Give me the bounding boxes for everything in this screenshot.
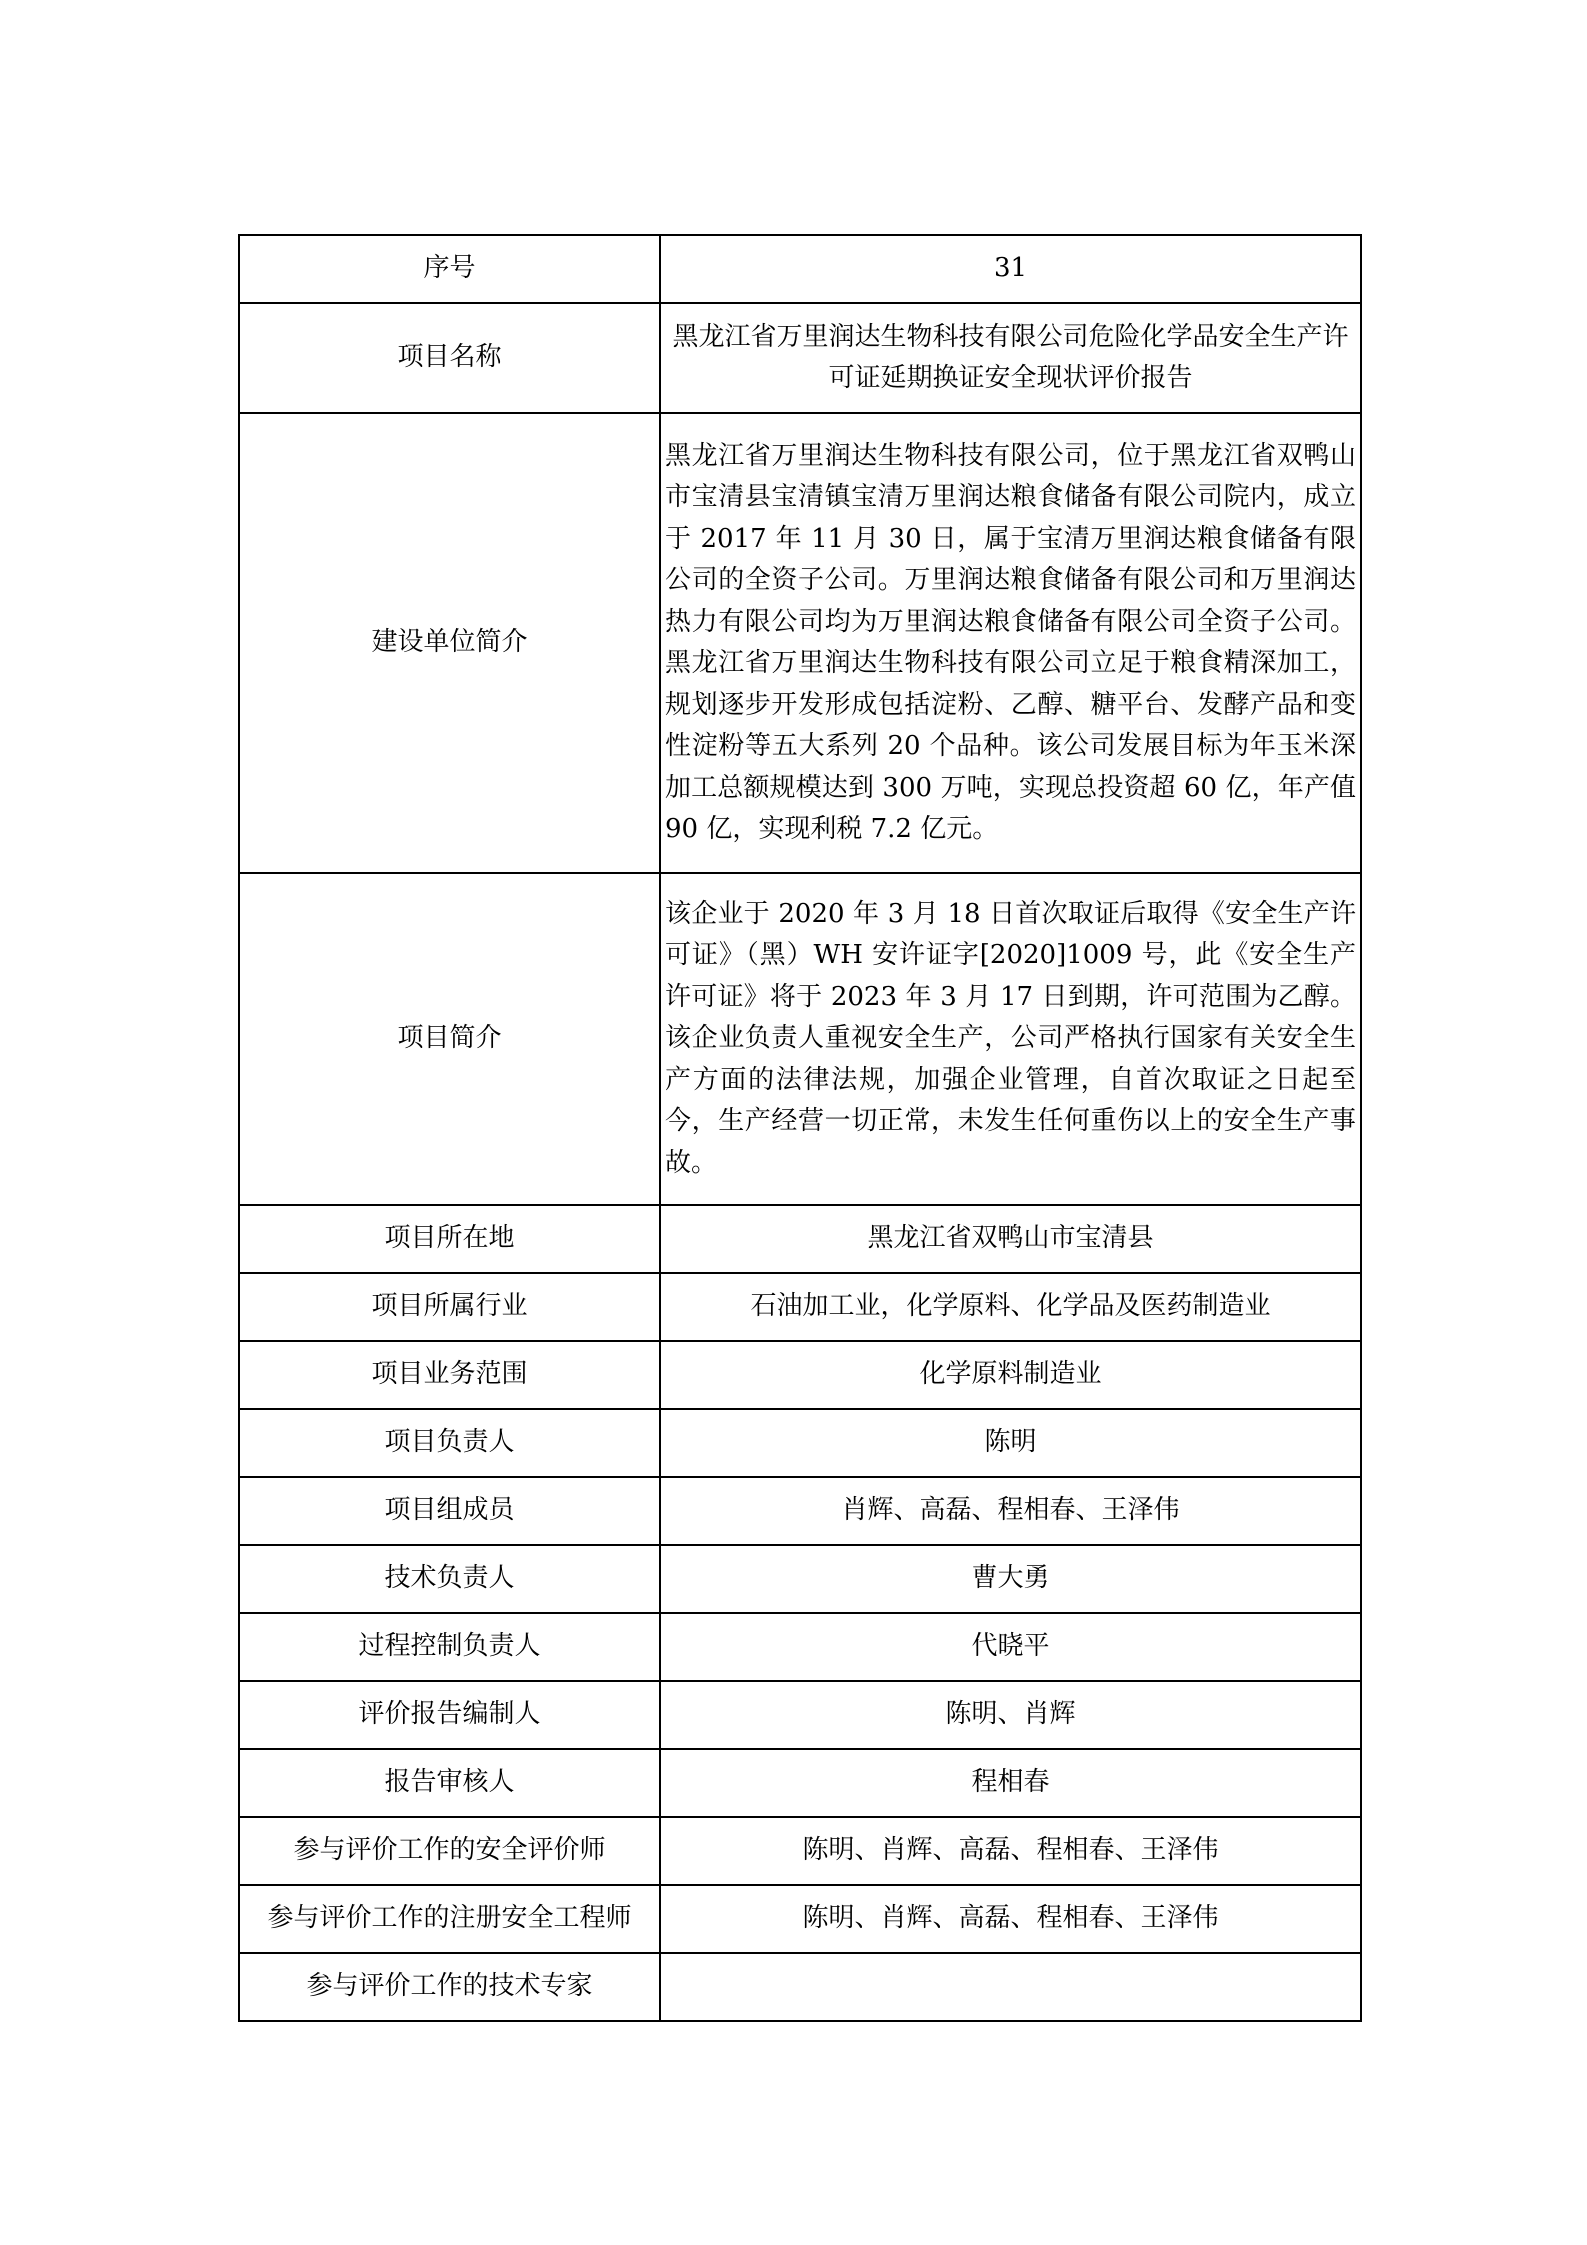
technical-leader-value: 曹大勇 xyxy=(660,1545,1361,1613)
project-name-value: 黑龙江省万里润达生物科技有限公司危险化学品安全生产许可证延期换证安全现状评价报告 xyxy=(660,303,1361,413)
table-row-process-control-leader xyxy=(239,1613,1361,1681)
technical-leader-label: 技术负责人 xyxy=(239,1545,660,1613)
table-row-serial-number xyxy=(239,235,1361,303)
table-row-report-author xyxy=(239,1681,1361,1749)
table-row-safety-assessors xyxy=(239,1817,1361,1885)
project-intro-value: 该企业于 2020 年 3 月 18 日首次取证后取得《安全生产许可证》（黑）WH 安许证字[2020]1009 号，此《安全生产许可证》将于 2023 年 3 月 17 日到期，许可范围为乙醇。该企业负责人重视安全生产，公司严格执行国家有关安全生产方面的法律法规，加强企业管理，自首次取证之日起至今，生产经营一切正常，未发生任何重伤以上的安全生产事故。 xyxy=(660,873,1361,1205)
table-row-organization-intro xyxy=(239,413,1361,873)
process-control-leader-value: 代晓平 xyxy=(660,1613,1361,1681)
table-row-technical-experts xyxy=(239,1953,1361,2021)
report-author-value: 陈明、肖辉 xyxy=(660,1681,1361,1749)
registered-engineers-value: 陈明、肖辉、高磊、程相春、王泽伟 xyxy=(660,1885,1361,1953)
serial-number-label: 序号 xyxy=(239,235,660,303)
project-leader-label: 项目负责人 xyxy=(239,1409,660,1477)
team-members-label: 项目组成员 xyxy=(239,1477,660,1545)
table-row-registered-engineers xyxy=(239,1885,1361,1953)
serial-number-value: 31 xyxy=(660,235,1361,303)
team-members-value: 肖辉、高磊、程相春、王泽伟 xyxy=(660,1477,1361,1545)
business-scope-value: 化学原料制造业 xyxy=(660,1341,1361,1409)
project-location-value: 黑龙江省双鸭山市宝清县 xyxy=(660,1205,1361,1273)
report-author-label: 评价报告编制人 xyxy=(239,1681,660,1749)
project-name-label: 项目名称 xyxy=(239,303,660,413)
table-row-team-members xyxy=(239,1477,1361,1545)
project-industry-value: 石油加工业，化学原料、化学品及医药制造业 xyxy=(660,1273,1361,1341)
project-industry-label: 项目所属行业 xyxy=(239,1273,660,1341)
business-scope-label: 项目业务范围 xyxy=(239,1341,660,1409)
table-row-business-scope xyxy=(239,1341,1361,1409)
table-row-report-reviewer xyxy=(239,1749,1361,1817)
table-row-project-name xyxy=(239,303,1361,413)
table-row-project-industry xyxy=(239,1273,1361,1341)
report-reviewer-value: 程相春 xyxy=(660,1749,1361,1817)
table-row-project-leader xyxy=(239,1409,1361,1477)
project-info-table xyxy=(238,234,1362,2022)
project-location-label: 项目所在地 xyxy=(239,1205,660,1273)
project-leader-value: 陈明 xyxy=(660,1409,1361,1477)
table-row-project-intro xyxy=(239,873,1361,1205)
technical-experts-value xyxy=(660,1953,1361,2021)
table-row-project-location xyxy=(239,1205,1361,1273)
report-reviewer-label: 报告审核人 xyxy=(239,1749,660,1817)
table-row-technical-leader xyxy=(239,1545,1361,1613)
process-control-leader-label: 过程控制负责人 xyxy=(239,1613,660,1681)
organization-intro-label: 建设单位简介 xyxy=(239,413,660,873)
technical-experts-label: 参与评价工作的技术专家 xyxy=(239,1953,660,2021)
project-intro-label: 项目简介 xyxy=(239,873,660,1205)
organization-intro-value: 黑龙江省万里润达生物科技有限公司，位于黑龙江省双鸭山市宝清县宝清镇宝清万里润达粮食储备有限公司院内，成立于 2017 年 11 月 30 日，属于宝清万里润达粮食储备有限公司的全资子公司。万里润达粮食储备有限公司和万里润达热力有限公司均为万里润达粮食储备有限公司全资子公司。黑龙江省万里润达生物科技有限公司立足于粮食精深加工，规划逐步开发形成包括淀粉、乙醇、糖平台、发酵产品和变性淀粉等五大系列 20 个品种。该公司发展目标为年玉米深加工总额规模达到 300 万吨，实现总投资超 60 亿，年产值 90 亿，实现利税 7.2 亿元。 xyxy=(660,413,1361,873)
safety-assessors-label: 参与评价工作的安全评价师 xyxy=(239,1817,660,1885)
registered-engineers-label: 参与评价工作的注册安全工程师 xyxy=(239,1885,660,1953)
safety-assessors-value: 陈明、肖辉、高磊、程相春、王泽伟 xyxy=(660,1817,1361,1885)
